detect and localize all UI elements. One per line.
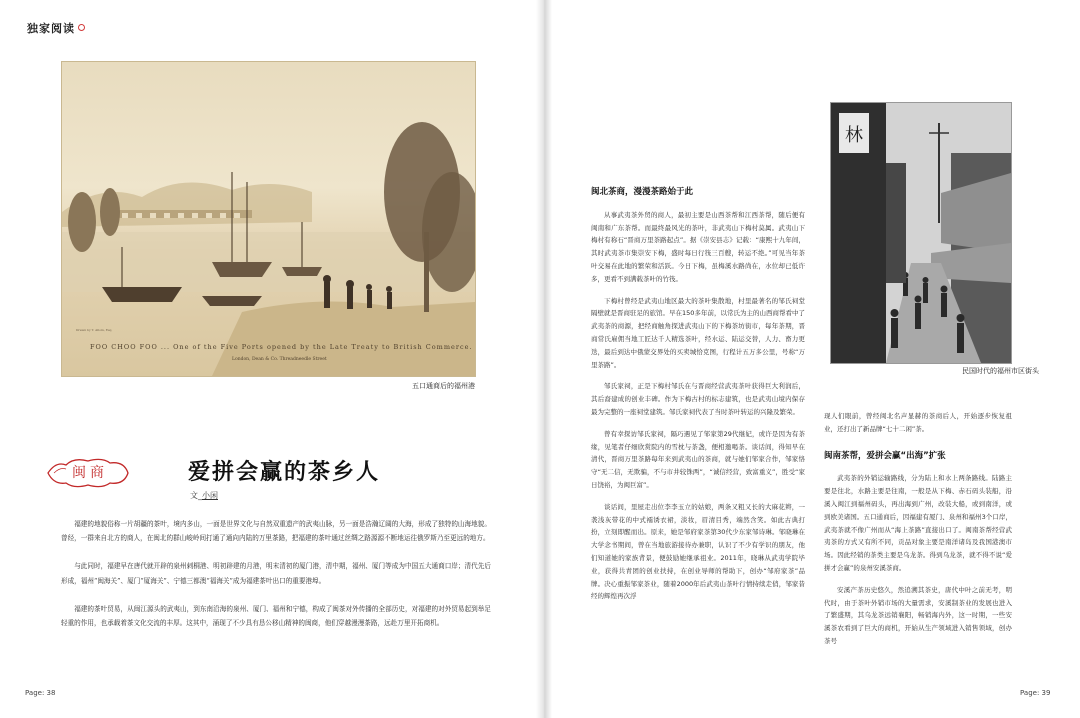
paragraph: 福建的地貌俗称一片胡疆的茶叶，境内多山，一面是世界文化与自然双重遗产的武夷山脉，另一面是浩瀚辽阔的大海，形成了独特的山海地貌。曾经，一群来自北方的商人，在闽北的群山峻岭间打通了通向内陆的万里茶路，把福建的茶叶通过丝绸之路源源不断地运往俄罗斯乃至更远的地方。 bbox=[61, 520, 491, 543]
section-tag-label: 独家阅读 bbox=[27, 22, 75, 35]
author-name: 小闲 bbox=[202, 491, 218, 500]
page-number-left: Page: 38 bbox=[25, 689, 56, 697]
engraving-image bbox=[61, 61, 476, 377]
engraving-title: FOO CHOO FOO ... One of the Five Ports opened by the Late Treaty to British Commerce. bbox=[90, 343, 473, 351]
section-heading: 闽南茶帮，爱拼会赢“出海”扩张 bbox=[824, 450, 946, 461]
paragraph: 与此同时，福建早在唐代就开辟的泉州刺桐港、明初辟建的月港，明末清初的厦门港，清中期，福州、厦门等成为中国五大通商口岸；清代先后形成，福州“闽海关”、厦门“厦海关”、宁德三都澳“福海关”成为福建茶叶出口的重要港埠。 bbox=[61, 562, 491, 585]
section-heading: 闽北茶商，漫漫茶路始于此 bbox=[591, 187, 694, 197]
author-line bbox=[190, 490, 218, 501]
paragraph: 现人们眼前，曾经闽北名声显赫的茶商后人，开始逐步恢复祖业，还打出了新品牌“七十二闲”茶。 bbox=[824, 412, 1012, 433]
paragraph: 从事武夷茶外贸的商人，最初主要是山西茶帮和江西茶帮，随后便有闽南和广东茶帮。而最终最风光的茶叶，非武夷山下梅村莫属。武夷山下梅村有称石“晋商万里茶路起点”。据《崇安县志》记载：“康熙十九年间，其时武夷茶市集崇安下梅，盛时每日行筏三百艘，转运不绝。”可见当年茶叶交易在此地的繁荣和活跃。今日下梅，虽梅溪水路尚在，水位却已低许多，更看不到满载茶叶的竹筏。 bbox=[591, 210, 805, 283]
harbor-engraving-illustration bbox=[62, 62, 475, 376]
paragraph: 安溪产茶历史悠久，然追溯其茶史，唐代中叶之前无考，明代时，由于茶叶外销市场的大量需求，安溪制茶业的发展也进入了繁盛期，其乌龙茶远销襄阳，畅销海内外，这一时期，一些安溪茶农看到了巨大的商机，开始从生产领域进入销售领域，创办茶号 bbox=[824, 585, 1012, 645]
paragraph: 曾有幸探访邹氏家祠，隔巧遇见了邹家第29代继妃，或许是因为有茶缘，见笔者仔细欣赏院内的雪枕与茶盏，便相邀喝茶。谈话间，得知早在清代，晋商万里茶路每年来到武夷山的茶商，就与她们邹家合作，邹家恪守“无二信，无欺骗，不与市井较铢两”，“诚信经营，致富重义”，胜受“家日饶裕，为闽巨富”。 bbox=[591, 429, 805, 489]
section-tag bbox=[27, 20, 85, 36]
paragraph: 福建的茶叶贸易，从闽江源头的武夷山，到东南沿海的泉州、厦门、福州和宁德，构成了闽茶对外传播的全部历史，对福建的对外贸易起到举足轻重的作用，也承载着茶文化交流的丰厚。这其中，涌现了不少具有恳公移山精神的闽商，他们穿越漫漫茶路，远赴万里开拓商机。 bbox=[61, 604, 491, 628]
page-number-right: Page: 39 bbox=[1020, 689, 1051, 697]
engraving-credit: Drawn by T. Allom, Esq. bbox=[76, 328, 113, 332]
right-image-caption: 民国时代的福州市区街头 bbox=[962, 367, 1039, 375]
seal-label: 闽商 bbox=[72, 465, 108, 481]
article-title: 爱拼会赢的茶乡人 bbox=[188, 460, 381, 485]
engraving-publisher: London, Dean & Co. Threadneedle Street bbox=[232, 357, 327, 362]
paragraph: 邹氏家祠，正是下梅村邹氏在与晋商经营武夷茶叶获得巨大利润后，其后裔建成的创业丰碑。作为下梅古村的标志建筑，也是武夷山境内保存最为完整的一座祠堂建筑。邹氏家祠代表了当时茶叶转运的兴隆及繁荣。 bbox=[591, 382, 805, 416]
paragraph: 下梅村曾经是武夷山地区最大的茶叶集散地，村里最著名的邹氏祠堂隔壁就是晋商驻足的旅馆。早在150多年前，以常氏为主的山西商帮看中了武夷茶的商源，把经商触角探进武夷山下的下梅茶坊街市，每年茶期，晋商常氏雇佣当地工匠达千人精选茶叶，经水运、陆运交替，人力、畜力更迭，最后到达中俄蒙交界处的买卖城恰克图，行程计五万多公里，号称“万里茶路”。 bbox=[591, 296, 805, 369]
right-column-1 bbox=[591, 186, 805, 612]
street-scene-illustration bbox=[831, 103, 1011, 363]
paragraph: 谈话间，里屋走出位李李玉立的姑娘，两条又粗又长的大麻花辫，一袭浅灰带花的中式襦诱衣裙，淡妆，眉清目秀，端然含笑。如此古典打扮，立刻即醒而出。原来，她是邹府家茶第30代少东家邹诗琳。邹晓琳在大学念书期间，曾在当地旅游接待办兼职，认识了不少有学识的朋友，他们知道她的家族背景，便鼓励她继承祖业。2011年，晓琳从武夷学院毕业，获得共青团的创业扶持，在创业导师的帮助下，创办“邹府家茶”品牌。决心重振邹家茶业，随着2000年后武夷山茶叶行情持续走俏，邹家昔经的辉煌再次浮 bbox=[591, 502, 805, 601]
left-image-caption: 五口通商后的福州港 bbox=[412, 382, 475, 390]
author-prefix: 文_ bbox=[190, 491, 202, 500]
circle-icon bbox=[78, 24, 85, 31]
paragraph: 武夷茶的外销运输路线，分为陆上和水上两条路线。陆路主要是往北，水路主要是往南，一般是从下梅、赤石码头装船，沿溪入闽江到福州码头，再出海到广州，改装大船，或到南洋，或到欧美诸国。五口通商后，因福建有厦门、泉州和福州3个口岸，武夷茶就不像广州而从“海上茶路”直接出口了。闽南茶帮经营武夷茶的方式又有所不同，贡品对象主要是南洋诸岛及我国港澳市场。因此经销的茶类主要是乌龙茶。得到乌龙茶，就不得不说“爱拼才会赢”的泉州安溪茶商。 bbox=[824, 474, 1012, 572]
left-body-text bbox=[61, 517, 491, 644]
sign-glyph: 林 bbox=[845, 125, 863, 146]
right-column-2 bbox=[824, 410, 1012, 657]
street-photo bbox=[830, 102, 1012, 364]
